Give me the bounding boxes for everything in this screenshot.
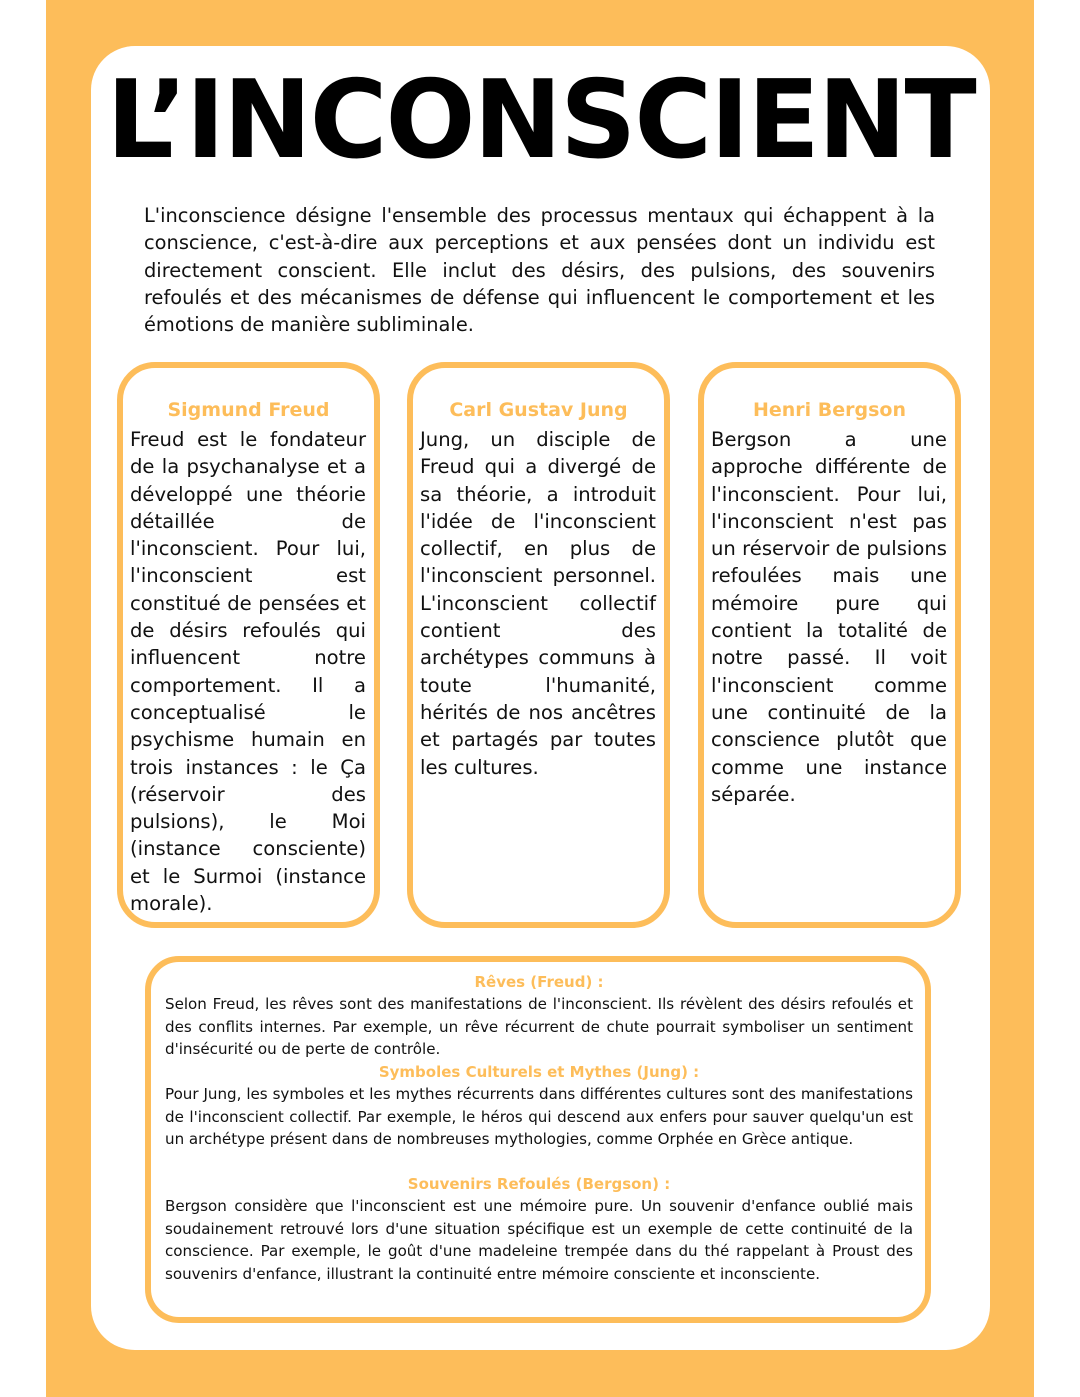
freud-card — [117, 362, 380, 928]
example-dreams-heading: Rêves (Freud) : — [474, 973, 604, 991]
example-memories-text: Bergson considère que l'inconscient est une mémoire pure. Un souvenir d'enfance oublié mais soudainement retrouvé lors d'une situation spécifique est un exemple de cette continuité de la conscience. Par exemple, le goût d'une madeleine trempée dans du thé rappelant à Proust des souvenirs d'enfance, illustrant la continuité entre mémoire consciente et inconsciente. — [165, 1197, 913, 1283]
example-memories-heading: Souvenirs Refoulés (Bergson) : — [407, 1175, 671, 1193]
jung-card — [407, 362, 670, 928]
example-memories — [165, 1173, 913, 1285]
page-title: L’INCONSCIENT — [106, 58, 975, 183]
bergson-text: Bergson a une approche différente de l'inconscient. Pour lui, l'inconscient n'est pas un réservoir de pulsions refoulées mais une mémoire pure qui contient la totalité de notre passé. Il voit l'inconscient comme une continuité de la conscience plutôt que comme une instance séparée. — [711, 428, 947, 806]
example-dreams-text: Selon Freud, les rêves sont des manifestations de l'inconscient. Ils révèlent des désirs refoulés et des conflits internes. Par exemple, un rêve récurrent de chute pourrait symboliser un sentiment d'insécurité ou de perte de contrôle. — [165, 995, 913, 1058]
jung-text: Jung, un disciple de Freud qui a divergé de sa théorie, a introduit l'idée de l'inconscient collectif, en plus de l'inconscient personnel. L'inconscient collectif contient des archétypes communs à toute l'humanité, hérités de nos ancêtres et partagés par toutes les cultures. — [420, 428, 656, 779]
jung-heading: Carl Gustav Jung — [449, 399, 628, 421]
bergson-card — [698, 362, 961, 928]
examples-box — [145, 956, 931, 1323]
example-symbols-text: Pour Jung, les symboles et les mythes récurrents dans différentes cultures sont des manifestations de l'inconscient collectif. Par exemple, le héros qui descend aux enfers pour sauver quelqu'un est un archétype présent dans de nombreuses mythologies, comme Orphée en Grèce antique. — [165, 1085, 913, 1148]
freud-heading: Sigmund Freud — [167, 399, 330, 421]
example-dreams — [165, 971, 913, 1061]
example-symbols-heading: Symboles Culturels et Mythes (Jung) : — [378, 1063, 700, 1081]
intro-paragraph: L'inconscience désigne l'ensemble des processus mentaux qui échappent à la conscience, c'est-à-dire aux perceptions et aux pensées dont un individu est directement conscient. Elle inclut des désirs, des pulsions, des souvenirs refoulés et des mécanismes de défense qui influencent le comportement et les émotions de manière subliminale. — [144, 204, 935, 337]
freud-text: Freud est le fondateur de la psychanalyse et a développé une théorie détaillée de l'inconscient. Pour lui, l'inconscient est constitué de pensées et de désirs refoulés qui influencent notre comportement. Il a conceptualisé le psychisme humain en trois instances : le Ça (réservoir des pulsions), le Moi (instance consciente) et le Surmoi (instance morale). — [130, 428, 366, 916]
bergson-heading: Henri Bergson — [752, 399, 907, 421]
example-symbols — [165, 1061, 913, 1151]
